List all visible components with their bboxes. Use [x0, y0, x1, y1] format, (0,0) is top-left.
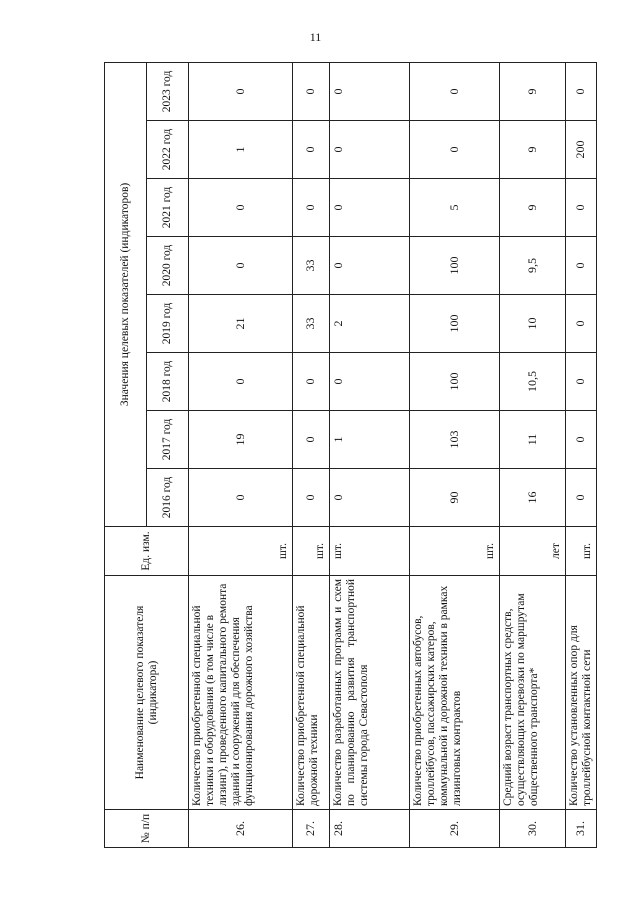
- row-num: 26.: [189, 810, 293, 848]
- row-value: 0: [330, 121, 410, 179]
- row-value: 10: [500, 295, 566, 353]
- row-value: 100: [410, 353, 500, 411]
- row-value: 0: [566, 411, 597, 469]
- page-number: 11: [309, 30, 322, 44]
- header-year: 2022 год: [147, 121, 189, 179]
- row-name: Количество приобретенной специальной техники и оборудования (в том числе в лизинг), проведенного капитального ремонта зданий и сооружений для обеспечения функционирования дорожного хозяйства: [189, 576, 293, 810]
- row-name: Количество приобретенной специальной дорожной техники: [293, 576, 330, 810]
- header-year: 2018 год: [147, 353, 189, 411]
- row-value: 0: [189, 469, 293, 527]
- header-num: № п/п: [105, 810, 189, 848]
- row-value: 16: [500, 469, 566, 527]
- table-row: [410, 62, 500, 847]
- row-value: 200: [566, 121, 597, 179]
- row-value: 1: [330, 411, 410, 469]
- row-value: 11: [500, 411, 566, 469]
- row-value: 90: [410, 469, 500, 527]
- header-year: 2023 год: [147, 62, 189, 120]
- row-name: Количество разработанных программ и схем по планированию развития транспортной системы города Севастополя: [330, 576, 410, 810]
- row-value: 0: [330, 62, 410, 120]
- row-value: 10,5: [500, 353, 566, 411]
- row-value: 9,5: [500, 237, 566, 295]
- header-values-group: Значения целевых показателей (индикаторов): [105, 62, 147, 526]
- row-value: 0: [410, 62, 500, 120]
- row-name: Количество приобретенных автобусов, троллейбусов, пассажирских катеров, коммунальной и дорожной техники в рамках лизинговых контрактов: [410, 576, 500, 810]
- indicators-table: [104, 62, 597, 848]
- row-value: 0: [189, 62, 293, 120]
- row-name: Количество установленных опор для троллейбусной контактной сети: [566, 576, 597, 810]
- row-value: 21: [189, 295, 293, 353]
- table-row: [293, 62, 330, 847]
- header-year: 2016 год: [147, 469, 189, 527]
- header-year: 2019 год: [147, 295, 189, 353]
- row-value: 0: [566, 179, 597, 237]
- row-value: 33: [293, 237, 330, 295]
- row-unit: лет: [500, 527, 566, 576]
- row-value: 100: [410, 237, 500, 295]
- row-value: 0: [293, 411, 330, 469]
- table-row: [330, 62, 410, 847]
- row-value: 33: [293, 295, 330, 353]
- row-value: 0: [566, 353, 597, 411]
- table-row: [500, 62, 566, 847]
- table-row: [189, 62, 293, 847]
- row-value: 0: [566, 469, 597, 527]
- row-value: 0: [293, 179, 330, 237]
- row-value: 1: [189, 121, 293, 179]
- row-value: 9: [500, 121, 566, 179]
- row-value: 0: [189, 353, 293, 411]
- header-year: 2021 год: [147, 179, 189, 237]
- row-unit: шт.: [189, 527, 293, 576]
- row-value: 0: [189, 179, 293, 237]
- table-row: [566, 62, 597, 847]
- row-value: 0: [566, 62, 597, 120]
- row-num: 30.: [500, 810, 566, 848]
- row-value: 0: [293, 62, 330, 120]
- row-value: 2: [330, 295, 410, 353]
- row-value: 0: [293, 469, 330, 527]
- row-value: 0: [330, 237, 410, 295]
- row-value: 0: [330, 179, 410, 237]
- header-year: 2017 год: [147, 411, 189, 469]
- header-name: Наименование целевого показателя (индикатора): [105, 576, 189, 810]
- row-value: 5: [410, 179, 500, 237]
- row-value: 9: [500, 179, 566, 237]
- rotated-table-content: [104, 63, 593, 848]
- header-unit: Ед. изм.: [105, 527, 189, 576]
- rotated-table-area: [104, 63, 593, 848]
- row-name: Средний возраст транспортных средств, осуществляющих перевозки по маршрутам общественного транспорта*: [500, 576, 566, 810]
- row-value: 0: [293, 121, 330, 179]
- row-value: 100: [410, 295, 500, 353]
- row-value: 19: [189, 411, 293, 469]
- row-unit: шт.: [566, 527, 597, 576]
- row-unit: шт.: [410, 527, 500, 576]
- row-unit: шт.: [293, 527, 330, 576]
- row-num: 29.: [410, 810, 500, 848]
- row-value: 0: [293, 353, 330, 411]
- header-year: 2020 год: [147, 237, 189, 295]
- row-num: 27.: [293, 810, 330, 848]
- row-value: 0: [566, 295, 597, 353]
- row-value: 0: [330, 353, 410, 411]
- row-unit: шт.: [330, 527, 410, 576]
- row-num: 31.: [566, 810, 597, 848]
- row-value: 0: [566, 237, 597, 295]
- row-value: 0: [189, 237, 293, 295]
- row-num: 28.: [330, 810, 410, 848]
- row-value: 0: [330, 469, 410, 527]
- row-value: 9: [500, 62, 566, 120]
- row-value: 0: [410, 121, 500, 179]
- row-value: 103: [410, 411, 500, 469]
